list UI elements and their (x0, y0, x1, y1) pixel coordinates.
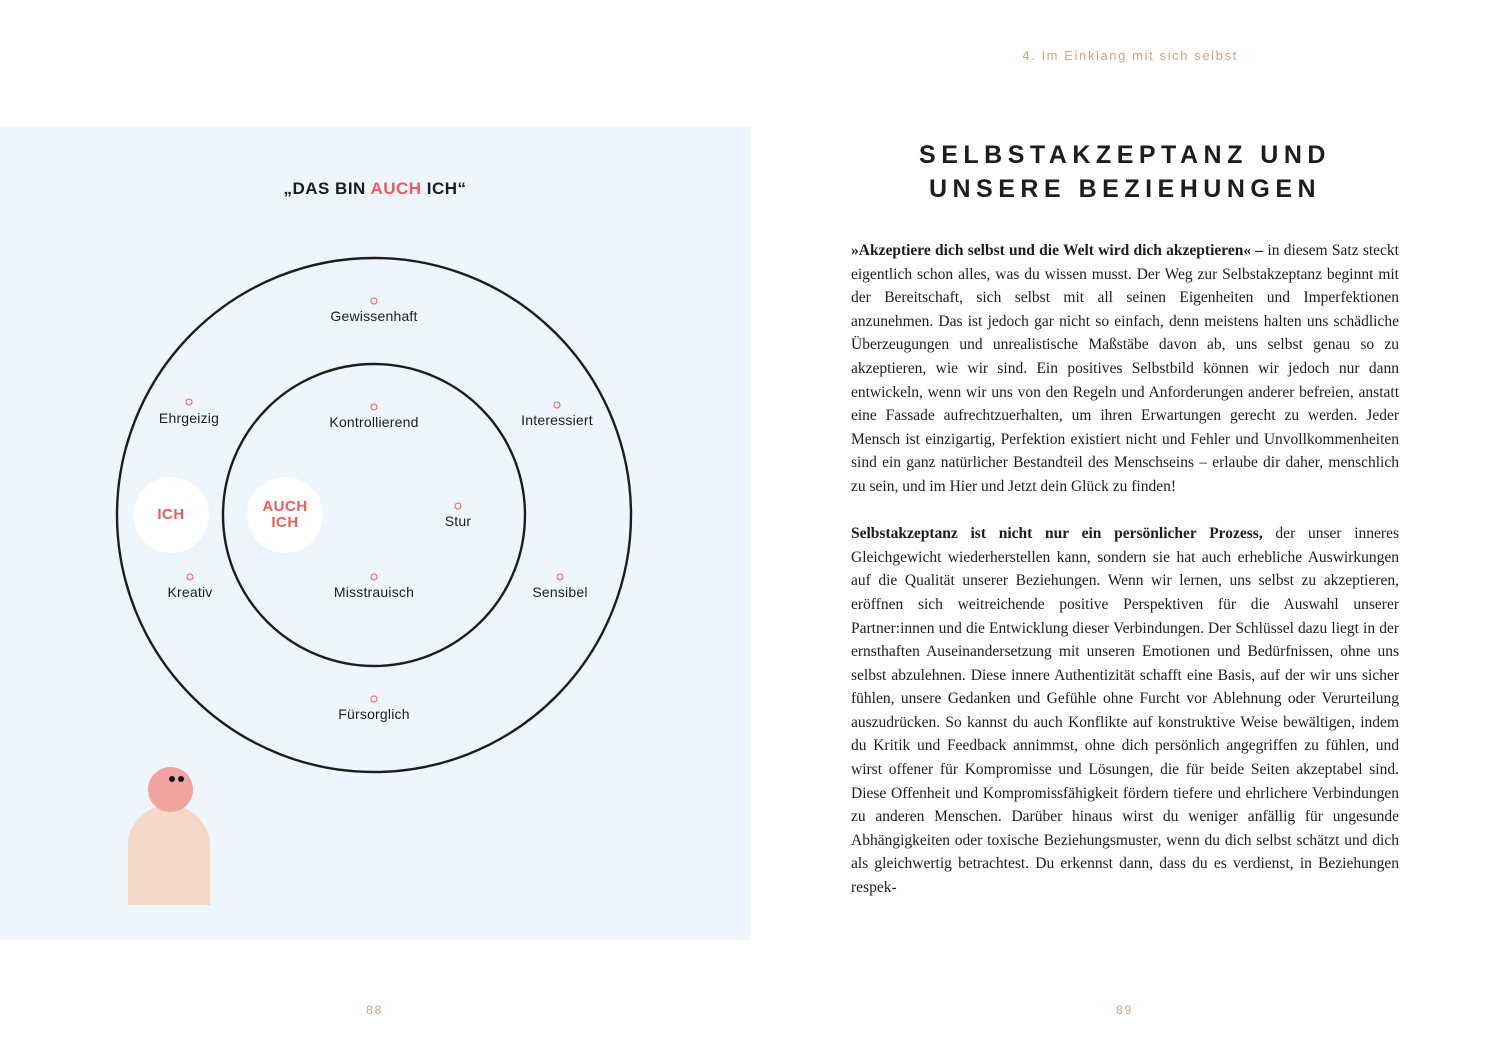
figure-title-start: „DAS BIN (283, 179, 371, 198)
paragraph-2-lead: Selbstakzeptanz ist nicht nur ein persönlicher Prozess, (851, 525, 1263, 543)
heading-line-1: SELBSTAKZEPTANZ UND (919, 141, 1331, 169)
running-header: 4. Im Einklang mit sich selbst (1022, 48, 1238, 63)
paragraph-2-text: der unser inneres Gleichgewicht wiederherstellen kann, sondern sie hat auch erhebliche Auswirkungen auf die Qualität unserer Beziehungen. Wenn wir lernen, uns selbst zu akzeptieren, eröffnen sich weitreichende positive Perspektiven für die Auswahl unserer Partner:innen und die Entwicklung dieser Verbindungen. Der Schlüssel dazu liegt in der ernsthaften Auseinandersetzung mit unseren Emotionen und Bedürfnissen, ohne uns selbst abzulehnen. Diese innere Authentizität schafft eine Basis, auf der wir uns sicher fühlen, unsere Gedanken und Gefühle ohne Furcht vor Ablehnung oder Verurteilung auszudrücken. So kannst du auch Konflikte auf konstruktive Weise bewältigen, indem du Kritik und Feedback annimmst, ohne dich persönlich angegriffen zu fühlen, und wirst offener für Kompromisse und Lösungen, die für beide Seiten akzeptabel sind. Diese Offenheit und Kompromissfähigkeit fördern tiefere und ehrlichere Verbindungen zu anderen Menschen. Darüber hinaus wirst du weniger anfällig für ungesunde Abhängigkeiten oder toxische Beziehungsmuster, wenn du dich selbst schätzt und dich als gleichwertig betrachtest. Du erkennst dann, dass du es verdienst, in Beziehungen respek- (851, 525, 1399, 897)
eye-icon (178, 776, 184, 782)
trait-marker (186, 399, 193, 406)
auch-ich-bubble (247, 477, 323, 553)
trait-misstrauisch: Misstrauisch (333, 584, 415, 600)
eye-icon (169, 776, 175, 782)
paragraph-1-lead: »Akzeptiere dich selbst und die Welt wird dich akzeptieren« – (851, 242, 1264, 259)
paragraph-1 (851, 239, 1399, 499)
auch-label: AUCH (262, 498, 308, 515)
trait-kreativ: Kreativ (167, 584, 213, 600)
trait-fuersorglich: Fürsorglich (338, 706, 410, 722)
trait-sensibel: Sensibel (532, 584, 588, 600)
person-body (128, 805, 210, 905)
trait-gewissenhaft: Gewissenhaft (330, 308, 418, 324)
trait-marker (371, 298, 378, 305)
figure-title-end: ICH“ (421, 179, 467, 198)
trait-marker (455, 503, 462, 510)
trait-kontrollierend: Kontrollierend (329, 414, 419, 430)
person-head (148, 767, 193, 812)
page-number-right: 89 (1116, 1003, 1134, 1017)
trait-stur: Stur (444, 513, 472, 529)
trait-interessiert: Interessiert (521, 412, 593, 428)
right-page (750, 0, 1500, 1064)
ich-bubble (133, 477, 209, 553)
trait-marker (187, 574, 194, 581)
trait-marker (371, 696, 378, 703)
page-number-left: 88 (366, 1003, 384, 1017)
figure-title-accent: AUCH (370, 179, 422, 198)
trait-marker (557, 574, 564, 581)
trait-ehrgeizig: Ehrgeizig (158, 410, 220, 426)
body-text (851, 239, 1399, 923)
trait-marker (371, 404, 378, 411)
trait-marker (371, 574, 378, 581)
circle-diagram (0, 127, 750, 940)
paragraph-2 (851, 522, 1399, 900)
person-figure (128, 767, 210, 907)
trait-marker (554, 402, 561, 409)
paragraph-1-text: in diesem Satz steckt eigentlich schon alles, was du wissen musst. Der Weg zur Selbstakzeptanz beginnt mit der Bereitschaft, sich selbst mit all seinen Eigenheiten und Imperfektionen anzunehmen. Das ist jedoch gar nicht so einfach, denn meistens halten uns schädliche Überzeugungen und unrealistische Maßstäbe davon ab, uns selbst genau so zu akzeptieren, wie wir sind. Ein positives Selbstbild können wir jedoch nur dann entwickeln, wenn wir uns von den Regeln und Anforderungen anderer befreien, anstatt eine Fassade aufrechtzuerhalten, um ihren Erwartungen gerecht zu werden. Jeder Mensch ist einzigartig, Perfektion existiert nicht und Fehler und Unvollkommenheiten sind ein ganz natürlicher Bestandteil des Menschseins – erlaube dir daher, menschlich zu sein, und im Hier und Jetzt dein Glück zu finden! (851, 242, 1399, 495)
ich-label: ICH (157, 506, 185, 523)
figure-panel (0, 127, 750, 940)
heading-line-2: UNSERE BEZIEHUNGEN (928, 175, 1322, 203)
ich-inner-label: ICH (271, 514, 299, 531)
section-heading (850, 138, 1400, 206)
